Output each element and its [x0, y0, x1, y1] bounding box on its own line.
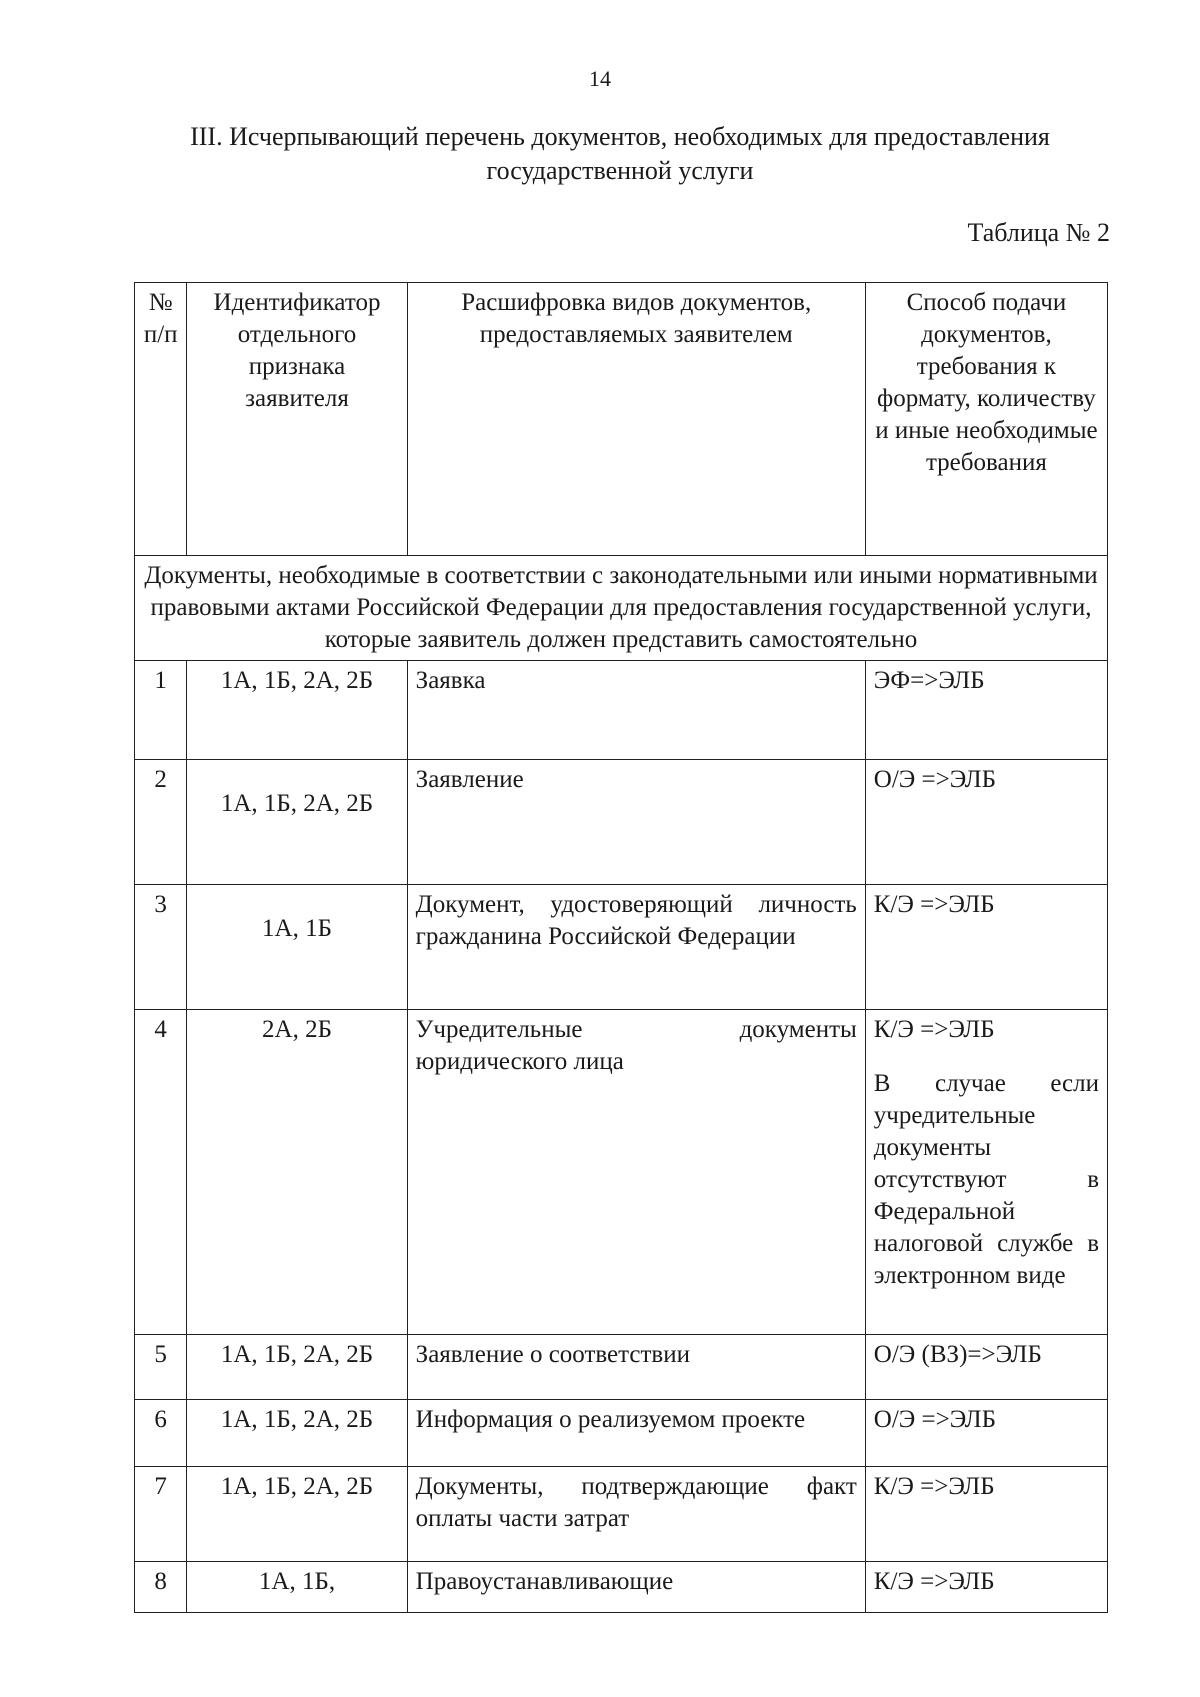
row-method-note: В случае если учредительные документы отсутствуют в Федеральной налоговой службе в электронном виде [873, 1070, 1099, 1289]
row-method: О/Э =>ЭЛБ [865, 760, 1107, 885]
row-identifier: 1А, 1Б, 2А, 2Б [187, 661, 407, 760]
row-description: Информация о реализуемом проекте [407, 1400, 865, 1467]
header-description: Расшифровка видов документов, предоставляемых заявителем [407, 283, 865, 556]
row-number: 7 [135, 1467, 187, 1562]
table-row [135, 1562, 1108, 1613]
table-row [135, 1335, 1108, 1400]
row-method: К/Э =>ЭЛБ [873, 1016, 995, 1043]
row-identifier: 1А, 1Б, [187, 1562, 407, 1613]
section-title: Документы, необходимые в соответствии с законодательными или иными нормативными правовыми актами Российской Федерации для предоставления государственной услуги, которые заявитель должен представить самостоятельно [135, 556, 1108, 661]
row-method-cell [865, 1010, 1107, 1335]
table-row [135, 1467, 1108, 1562]
row-number: 5 [135, 1335, 187, 1400]
row-number: 1 [135, 661, 187, 760]
row-number: 3 [135, 885, 187, 1010]
header-number: № п/п [135, 283, 187, 556]
row-identifier: 1А, 1Б [187, 885, 407, 1010]
documents-table [134, 282, 1108, 1613]
row-number: 4 [135, 1010, 187, 1335]
row-identifier: 1А, 1Б, 2А, 2Б [187, 1335, 407, 1400]
table-row [135, 885, 1108, 1010]
row-number: 2 [135, 760, 187, 885]
row-identifier: 2А, 2Б [187, 1010, 407, 1335]
header-method: Способ подачи документов, требования к формату, количеству и иные необходимые требования [865, 283, 1107, 556]
table-section-row [135, 556, 1108, 661]
row-description: Документы, подтверждающие факт оплаты части затрат [407, 1467, 865, 1562]
row-description: Заявление о соответствии [407, 1335, 865, 1400]
row-description: Документ, удостоверяющий личность гражданина Российской Федерации [407, 885, 865, 1010]
row-method: К/Э =>ЭЛБ [865, 1467, 1107, 1562]
table-row [135, 661, 1108, 760]
row-method: О/Э (ВЗ)=>ЭЛБ [865, 1335, 1107, 1400]
row-method: О/Э =>ЭЛБ [865, 1400, 1107, 1467]
section-heading: III. Исчерпывающий перечень документов, необходимых для предоставления государственной услуги [190, 122, 1050, 185]
row-identifier: 1А, 1Б, 2А, 2Б [187, 1467, 407, 1562]
row-description: Заявка [407, 661, 865, 760]
row-number: 6 [135, 1400, 187, 1467]
table-row [135, 760, 1108, 885]
table-caption: Таблица № 2 [967, 218, 1110, 247]
row-method: К/Э =>ЭЛБ [865, 885, 1107, 1010]
table-row [135, 1010, 1108, 1335]
row-identifier: 1А, 1Б, 2А, 2Б [187, 760, 407, 885]
header-identifier: Идентификатор отдельного признака заявителя [187, 283, 407, 556]
row-number: 8 [135, 1562, 187, 1613]
row-identifier: 1А, 1Б, 2А, 2Б [187, 1400, 407, 1467]
row-method: ЭФ=>ЭЛБ [865, 661, 1107, 760]
row-description: Заявление [407, 760, 865, 885]
row-method: К/Э =>ЭЛБ [865, 1562, 1107, 1613]
row-description: Правоустанавливающие [407, 1562, 865, 1613]
row-description: Учредительные документы юридического лица [407, 1010, 865, 1335]
page-number: 14 [589, 66, 611, 91]
table-row [135, 1400, 1108, 1467]
table-header-row [135, 283, 1108, 556]
